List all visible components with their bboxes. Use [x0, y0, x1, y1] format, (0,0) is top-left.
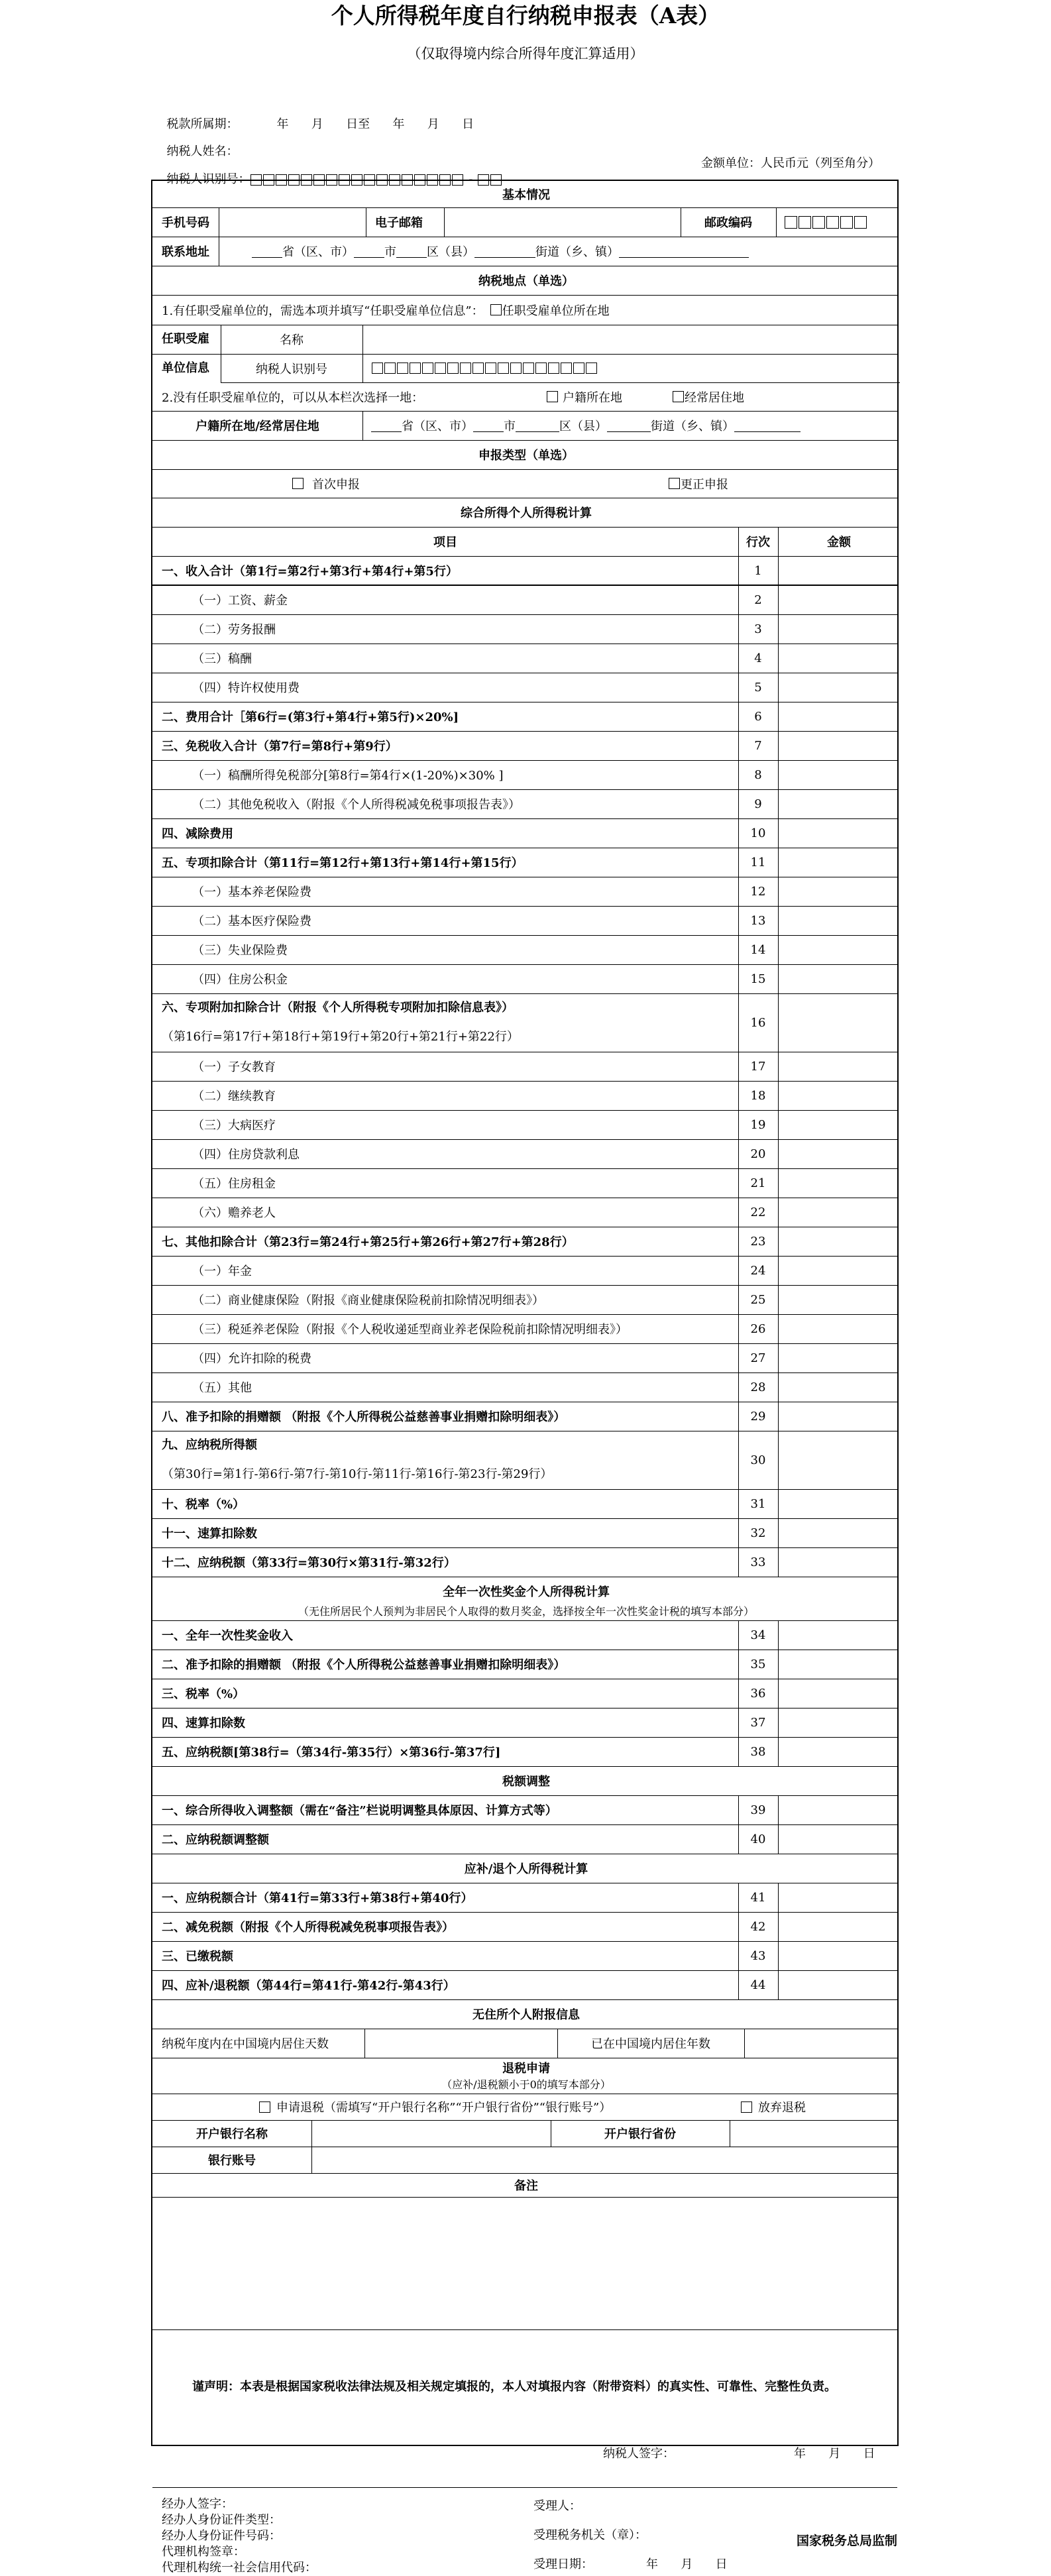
amount-input-row-20[interactable]: [778, 1139, 900, 1168]
employer-id-digit-box[interactable]: [510, 363, 522, 374]
amount-input-row-42[interactable]: [778, 1912, 900, 1941]
row-number-41: 41: [750, 1890, 766, 1905]
employer-id-digit-box[interactable]: [485, 363, 496, 374]
correction-filing-label: 更正申报: [681, 477, 728, 492]
amount-input-row-19[interactable]: [778, 1110, 900, 1139]
receive-date-label: 受理日期：: [533, 2557, 593, 2571]
employer-id-digit-box[interactable]: [460, 363, 471, 374]
row-number-29: 29: [750, 1409, 766, 1424]
address-city: 市: [384, 245, 396, 259]
amount-input-row-2[interactable]: [778, 585, 900, 614]
first-filing-option: [292, 469, 490, 498]
amount-input-row-36[interactable]: [778, 1679, 900, 1708]
row-number-43: 43: [750, 1948, 766, 1963]
period-value[interactable]: 年 月 日至 年 月 日: [276, 117, 474, 131]
amount-input-row-38[interactable]: [778, 1737, 900, 1766]
filing-type-header: 申报类型（单选）: [478, 449, 574, 463]
amount-input-row-4[interactable]: [778, 644, 900, 673]
hukou-province: 省（区、市）: [402, 420, 473, 433]
item-label-row-41: 一、应纳税额合计（第41行=第33行+第38行+第40行）: [162, 1891, 473, 1905]
taxpayer-signature-label: 纳税人签字：: [603, 2447, 675, 2461]
row-number-17: 17: [750, 1059, 766, 1074]
residence-days-input[interactable]: [365, 2029, 557, 2058]
hukou-checkbox[interactable]: [547, 391, 558, 402]
agent-info-block: [152, 2487, 524, 2576]
taxpayer-id-label: 纳税人识别号：: [166, 172, 250, 186]
amount-input-row-13[interactable]: [778, 906, 900, 935]
employer-id-digit-box[interactable]: [573, 363, 584, 374]
row-number-36: 36: [750, 1686, 766, 1701]
email-label: 电子邮箱: [375, 216, 423, 230]
row-number-32: 32: [750, 1526, 766, 1540]
amount-input-row-23[interactable]: [778, 1227, 900, 1256]
employer-id-digit-box[interactable]: [548, 363, 559, 374]
refund-calc-header: 应补/退个人所得税计算: [464, 1862, 588, 1876]
tax-office-label[interactable]: 受理税务机关（章）：: [533, 2528, 647, 2542]
address-label: 联系地址: [162, 245, 209, 259]
row-number-28: 28: [750, 1380, 766, 1394]
row-number-25: 25: [750, 1292, 766, 1307]
row-number-20: 20: [750, 1147, 766, 1161]
employer-name-input[interactable]: [363, 325, 900, 354]
waive-refund-checkbox[interactable]: [741, 2101, 752, 2113]
currency-note: 金额单位：人民币元（列至角分）: [701, 156, 880, 170]
receive-date-line: [533, 2555, 728, 2572]
item-label-row-9: （二）其他免税收入（附报《个人所得税减免税事项报告表》）: [192, 798, 520, 812]
row-number-1: 1: [754, 563, 762, 578]
col-amount-header: 金额: [827, 535, 851, 549]
amount-input-row-28[interactable]: [778, 1372, 900, 1402]
amount-input-row-40[interactable]: [778, 1824, 900, 1854]
row-number-23: 23: [750, 1234, 766, 1249]
amount-input-row-22[interactable]: [778, 1198, 900, 1227]
amount-input-row-10[interactable]: [778, 818, 900, 848]
row-number-2: 2: [754, 592, 762, 607]
item-label-row-16-line1: 六、专项附加扣除合计（附报《个人所得税专项附加扣除信息表》）: [162, 1001, 514, 1015]
email-input[interactable]: [445, 207, 681, 237]
employer-info-label: [152, 325, 221, 382]
receiver-label[interactable]: 受理人：: [533, 2499, 581, 2513]
row-number-30: 30: [750, 1453, 766, 1467]
row-number-42: 42: [750, 1919, 766, 1934]
row-number-21: 21: [750, 1176, 766, 1190]
amount-input-row-1[interactable]: [778, 556, 900, 585]
declaration-block: [152, 2329, 900, 2487]
item-label-row-8: （一）稿酬所得免税部分[第8行=第4行×(1-20%)×30% ]: [192, 769, 504, 783]
col-item-header: 项目: [433, 535, 457, 549]
residence-days-label: 纳税年度内在中国境内居住天数: [162, 2037, 329, 2051]
residence-years-label: 已在中国境内居住年数: [591, 2037, 710, 2051]
row-number-37: 37: [750, 1715, 766, 1730]
amount-input-row-30[interactable]: [778, 1431, 900, 1489]
row-number-7: 7: [754, 738, 762, 753]
supervision-footer: 国家税务总局监制: [796, 2534, 897, 2548]
item-label-row-22: （六）赡养老人: [192, 1206, 276, 1220]
form-subtitle: （仅取得境内综合所得年度汇算适用）: [407, 46, 644, 62]
receive-date-value[interactable]: 年 月 日: [646, 2557, 728, 2571]
phone-label: 手机号码: [162, 216, 209, 230]
amount-input-row-9[interactable]: [778, 789, 900, 818]
item-label-row-10: 四、减除费用: [162, 827, 233, 841]
item-label-row-32: 十一、速算扣除数: [162, 1527, 257, 1541]
row-number-5: 5: [754, 680, 762, 695]
employer-id-digit-box[interactable]: [523, 363, 534, 374]
apply-refund-label: 申请退税（需填写“开户银行名称”“开户银行省份”“银行账号”）: [276, 2101, 612, 2115]
employer-name-label: 名称: [280, 333, 304, 347]
item-label-row-29: 八、准予扣除的捐赠额 （附报《个人所得税公益慈善事业捐赠扣除明细表》）: [162, 1410, 566, 1424]
hukou-option-label: 户籍所在地: [563, 390, 622, 405]
employer-id-digit-box[interactable]: [535, 363, 547, 374]
bonus-note: （无住所居民个人预判为非居民个人取得的数月奖金，选择按全年一次性奖金计税的填写本部分）: [298, 1604, 754, 1618]
refund-apply-note: （应补/退税额小于0的填写本部分）: [441, 2078, 611, 2091]
amount-input-row-6[interactable]: [778, 702, 900, 731]
item-label-row-16-line2: （第16行=第17行+第18行+第19行+第20行+第21行+第22行）: [162, 1030, 519, 1044]
amount-input-row-17[interactable]: [778, 1052, 900, 1081]
item-label-row-3: （二）劳务报酬: [192, 623, 276, 637]
hukou-city: 市: [504, 420, 516, 433]
location-q1-text: 1.有任职受雇单位的，需选本项并填写“任职受雇单位信息”：: [162, 304, 484, 318]
row-number-24: 24: [750, 1263, 766, 1278]
basic-header: 基本情况: [502, 188, 550, 202]
bonus-header: 全年一次性奖金个人所得税计算: [443, 1585, 610, 1599]
amount-input-row-29[interactable]: [778, 1402, 900, 1431]
item-label-row-40: 二、应纳税额调整额: [162, 1833, 269, 1847]
item-label-row-26: （三）税延养老保险（附报《个人税收递延型商业养老保险税前扣除情况明细表》）: [192, 1323, 628, 1337]
employer-id-digit-box[interactable]: [447, 363, 459, 374]
row-number-33: 33: [750, 1555, 766, 1569]
amount-input-row-37[interactable]: [778, 1708, 900, 1737]
amount-input-row-32[interactable]: [778, 1518, 900, 1547]
employer-location-checkbox[interactable]: [490, 304, 502, 315]
address-province: 省（区、市）: [282, 245, 354, 259]
hukou-label: 户籍所在地/经常居住地: [195, 420, 319, 433]
item-label-row-11: 五、专项扣除合计（第11行=第12行+第13行+第14行+第15行）: [162, 856, 524, 870]
comprehensive-header: 综合所得个人所得税计算: [461, 506, 592, 520]
first-filing-label: 首次申报: [312, 477, 360, 492]
row-number-6: 6: [754, 709, 762, 724]
amount-input-row-43[interactable]: [778, 1941, 900, 1970]
item-label-row-37: 四、速算扣除数: [162, 1716, 245, 1730]
employer-id-digit-box[interactable]: [586, 363, 597, 374]
row-number-38: 38: [750, 1744, 766, 1759]
first-filing-checkbox[interactable]: [292, 478, 304, 489]
hukou-address-input[interactable]: [371, 411, 895, 440]
employer-id-digit-box[interactable]: [384, 363, 396, 374]
item-label-row-23: 七、其他扣除合计（第23行=第24行+第25行+第26行+第27行+第28行）: [162, 1235, 574, 1249]
item-label-row-35: 二、准予扣除的捐赠额 （附报《个人所得税公益慈善事业捐赠扣除明细表》）: [162, 1658, 566, 1672]
amount-input-row-15[interactable]: [778, 964, 900, 993]
postcode-boxes[interactable]: [776, 207, 900, 237]
row-number-27: 27: [750, 1351, 766, 1365]
row-number-39: 39: [750, 1803, 766, 1817]
form-title: 个人所得税年度自行纳税申报表（A表）: [331, 3, 720, 28]
amount-input-row-11[interactable]: [778, 848, 900, 877]
employer-id-digit-box[interactable]: [410, 363, 421, 374]
location-header: 纳税地点（单选）: [478, 274, 574, 288]
row-number-44: 44: [750, 1978, 766, 1992]
item-label-row-44: 四、应补/退税额（第44行=第41行-第42行-第43行）: [162, 1979, 455, 1993]
row-number-12: 12: [750, 884, 766, 899]
item-label-row-31: 十、税率（%）: [162, 1498, 245, 1512]
item-label-row-42: 二、减免税额（附报《个人所得税减免税事项报告表》）: [162, 1921, 454, 1934]
remarks-header: 备注: [514, 2179, 538, 2193]
row-number-9: 9: [754, 797, 762, 811]
amount-input-row-12[interactable]: [778, 877, 900, 906]
item-label-row-19: （三）大病医疗: [192, 1119, 276, 1133]
amount-input-row-26[interactable]: [778, 1314, 900, 1343]
bank-province-label: 开户银行省份: [604, 2127, 676, 2141]
employer-info-label-2: 单位信息: [162, 361, 209, 375]
row-number-16: 16: [750, 1015, 766, 1030]
row-number-3: 3: [754, 622, 762, 636]
employer-id-digit-box[interactable]: [561, 363, 572, 374]
employer-location-label: 任职受雇单位所在地: [502, 304, 610, 318]
row-number-35: 35: [750, 1657, 766, 1671]
correction-filing-option: [668, 469, 867, 498]
amount-input-row-24[interactable]: [778, 1256, 900, 1285]
residence-checkbox[interactable]: [673, 391, 684, 402]
item-label-row-39: 一、综合所得收入调整额（需在“备注”栏说明调整具体原因、计算方式等）: [162, 1804, 557, 1818]
agent-field-4[interactable]: 代理机构统一社会信用代码：: [162, 2561, 317, 2575]
row-number-26: 26: [750, 1321, 766, 1336]
amount-input-row-18[interactable]: [778, 1081, 900, 1110]
item-label-row-17: （一）子女教育: [192, 1060, 276, 1074]
employer-id-boxes[interactable]: [363, 354, 900, 382]
refund-apply-header: 退税申请: [502, 2062, 550, 2076]
amount-input-row-35[interactable]: [778, 1650, 900, 1679]
amount-input-row-39[interactable]: [778, 1795, 900, 1824]
item-label-row-38: 五、应纳税额[第38行=（第34行-第35行）×第36行-第37行]: [162, 1746, 501, 1760]
address-input[interactable]: [252, 237, 895, 266]
row-number-8: 8: [754, 767, 762, 782]
row-number-10: 10: [750, 826, 766, 840]
amount-input-row-14[interactable]: [778, 935, 900, 964]
amount-input-row-41[interactable]: [778, 1883, 900, 1912]
correction-filing-checkbox[interactable]: [669, 478, 680, 489]
item-label-row-21: （五）住房租金: [192, 1177, 276, 1191]
item-label-row-30: [152, 1431, 738, 1489]
agent-field-0[interactable]: 经办人签字：: [162, 2497, 233, 2511]
agent-field-1[interactable]: 经办人身份证件类型：: [162, 2513, 281, 2527]
amount-input-row-21[interactable]: [778, 1168, 900, 1198]
item-label-row-28: （五）其他: [192, 1381, 252, 1395]
row-number-18: 18: [750, 1088, 766, 1103]
amount-input-row-3[interactable]: [778, 614, 900, 644]
employer-id-digit-box[interactable]: [472, 363, 484, 374]
taxpayer-name-label: 纳税人姓名：: [166, 144, 239, 158]
agent-field-2[interactable]: 经办人身份证件号码：: [162, 2529, 281, 2543]
row-number-11: 11: [750, 855, 766, 869]
remarks-input[interactable]: [152, 2197, 900, 2329]
declaration-sign-line: [152, 2444, 875, 2461]
declaration-date: 年 月 日: [794, 2447, 875, 2461]
amount-input-row-34[interactable]: [778, 1620, 900, 1650]
item-label-row-6: 二、费用合计［第6行=(第3行+第4行+第5行)×20%]: [162, 710, 459, 724]
item-label-row-27: （四）允许扣除的税费: [192, 1352, 311, 1366]
item-label-row-1: 一、收入合计（第1行=第2行+第3行+第4行+第5行）: [162, 565, 458, 579]
amount-input-row-8[interactable]: [778, 760, 900, 789]
row-number-34: 34: [750, 1628, 766, 1642]
employer-id-digit-box[interactable]: [435, 363, 446, 374]
item-label-row-43: 三、已缴税额: [162, 1950, 233, 1964]
period-label: 税款所属期：: [166, 117, 239, 131]
location-q1: [152, 295, 900, 325]
bank-province-input[interactable]: [730, 2120, 900, 2147]
bank-name-input[interactable]: [312, 2120, 551, 2147]
amount-input-row-16[interactable]: [778, 993, 900, 1052]
item-label-row-25: （二）商业健康保险（附报《商业健康保险税前扣除情况明细表》）: [192, 1294, 544, 1308]
row-number-13: 13: [750, 913, 766, 928]
row-number-22: 22: [750, 1205, 766, 1219]
item-label-row-15: （四）住房公积金: [192, 973, 288, 987]
row-number-31: 31: [750, 1496, 766, 1511]
item-label-row-5: （四）特许权使用费: [192, 681, 300, 695]
postcode-label: 邮政编码: [704, 216, 752, 230]
row-number-14: 14: [750, 942, 766, 957]
item-label-row-7: 三、免税收入合计（第7行=第8行+第9行）: [162, 740, 398, 754]
address-district: 区（县）: [427, 245, 474, 259]
item-label-row-13: （二）基本医疗保险费: [192, 915, 311, 928]
employer-id-digit-box[interactable]: [422, 363, 433, 374]
item-label-row-4: （三）稿酬: [192, 652, 252, 666]
item-label-row-12: （一）基本养老保险费: [192, 885, 311, 899]
item-label-row-14: （三）失业保险费: [192, 944, 288, 958]
row-number-4: 4: [754, 651, 762, 665]
amount-input-row-7[interactable]: [778, 731, 900, 760]
location-q2: [152, 382, 900, 411]
acceptance-block: [524, 2487, 900, 2572]
employer-id-digit-box[interactable]: [372, 363, 383, 374]
item-label-row-33: 十二、应纳税额（第33行=第30行×第31行-第32行）: [162, 1556, 456, 1570]
declaration-text: 谨声明：本表是根据国家税收法律法规及相关规定填报的，本人对填报内容（附带资料）的真实性、可靠性、完整性负责。: [192, 2380, 836, 2394]
row-number-40: 40: [750, 1832, 766, 1846]
item-label-row-30-line2: （第30行=第1行-第6行-第7行-第10行-第11行-第16行-第23行-第29行）: [162, 1467, 553, 1481]
amount-input-row-25[interactable]: [778, 1285, 900, 1314]
item-label-row-24: （一）年金: [192, 1264, 252, 1278]
refund-options: [152, 2094, 900, 2120]
address-street: 街道（乡、镇）: [535, 245, 619, 259]
item-label-row-18: （二）继续教育: [192, 1090, 276, 1103]
agent-field-3[interactable]: 代理机构签章：: [162, 2545, 245, 2559]
amount-input-row-33[interactable]: [778, 1547, 900, 1577]
phone-input[interactable]: [219, 207, 366, 237]
item-label-row-30-line1: 九、应纳税所得额: [162, 1438, 257, 1452]
item-label-row-20: （四）住房贷款利息: [192, 1148, 300, 1162]
id-dash: -: [469, 172, 473, 186]
name-line: [159, 128, 238, 160]
item-label-row-2: （一）工资、薪金: [192, 594, 288, 608]
bank-name-label: 开户银行名称: [196, 2127, 268, 2141]
amount-input-row-27[interactable]: [778, 1343, 900, 1372]
employer-info-label-1: 任职受雇: [162, 331, 209, 346]
item-label-row-34: 一、全年一次性奖金收入: [162, 1629, 293, 1643]
amount-input-row-5[interactable]: [778, 673, 900, 702]
residence-years-input[interactable]: [745, 2029, 900, 2058]
waive-refund-label: 放弃退税: [758, 2101, 806, 2115]
employer-id-label: 纳税人识别号: [256, 362, 327, 376]
location-q2-text: 2.没有任职受雇单位的，可以从本栏次选择一地：: [162, 390, 424, 405]
employer-id-digit-box[interactable]: [397, 363, 408, 374]
adjust-header: 税额调整: [502, 1775, 550, 1789]
amount-input-row-44[interactable]: [778, 1970, 900, 1999]
col-row-header: 行次: [746, 535, 770, 549]
amount-input-row-31[interactable]: [778, 1489, 900, 1518]
row-number-15: 15: [750, 972, 766, 986]
apply-refund-checkbox[interactable]: [259, 2101, 270, 2113]
nonresident-header: 无住所个人附报信息: [472, 2008, 580, 2022]
bank-account-input[interactable]: [312, 2147, 900, 2173]
hukou-street: 街道（乡、镇）: [651, 420, 734, 433]
bank-account-label: 银行账号: [208, 2154, 256, 2168]
employer-id-digit-box[interactable]: [498, 363, 509, 374]
item-label-row-36: 三、税率（%）: [162, 1687, 245, 1701]
item-label-row-16: [152, 993, 738, 1052]
row-number-19: 19: [750, 1117, 766, 1132]
hukou-district: 区（县）: [559, 420, 607, 433]
residence-option-label: 经常居住地: [685, 390, 744, 405]
